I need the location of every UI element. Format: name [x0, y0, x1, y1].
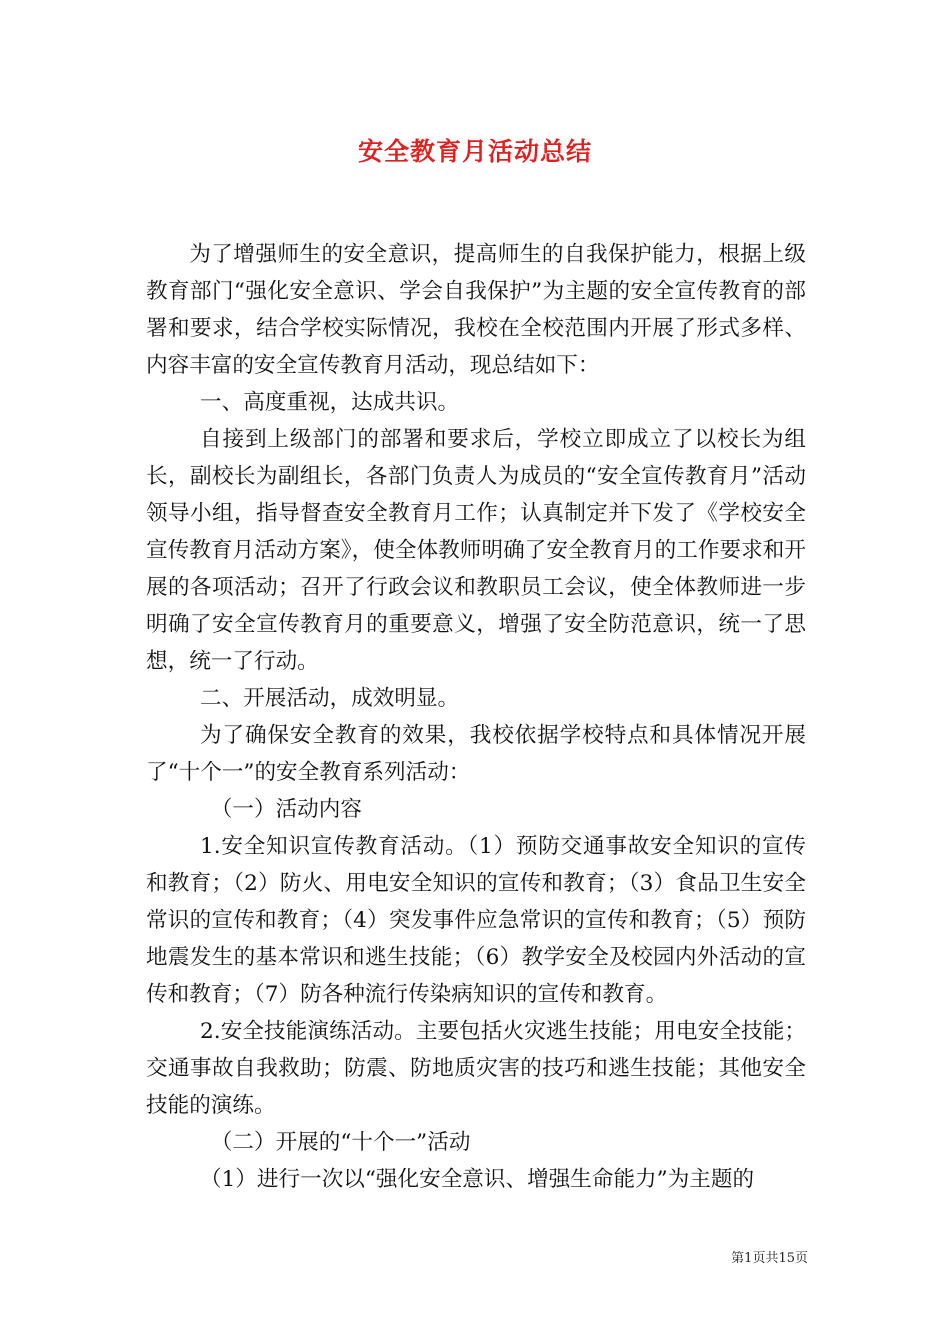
page-number: 第1页共15页: [731, 1251, 808, 1266]
activity-item-1: 1.安全知识宣传教育活动。（1）预防交通事故安全知识的宣传和教育；（2）防火、用电安全知识的宣传和教育；（3）食品卫生安全常识的宣传和教育；（4）突发事件应急常识的宣传和教育；（5）预防地震发生的基本常识和逃生技能；（6）教学安全及校园内外活动的宣传和教育；（7）防各种流行传染病知识的宣传和教育。: [146, 834, 806, 1007]
intro-paragraph: 为了增强师生的安全意识，提高师生的自我保护能力，根据上级教育部门“强化安全意识、学会自我保护”为主题的安全宣传教育的部署和要求，结合学校实际情况，我校在全校范围内开展了形式多样、内容丰富的安全宣传教育月活动，现总结如下：: [146, 242, 806, 378]
document-title: 安全教育月活动总结: [357, 137, 592, 166]
page-footer: [0, 1247, 808, 1266]
section-heading-1: 一、高度重视，达成共识。: [200, 390, 460, 415]
activity-item-2: 2.安全技能演练活动。主要包括火灾逃生技能；用电安全技能；交通事故自我救助；防震、防地质灾害的技巧和逃生技能；其他安全技能的演练。: [146, 1019, 806, 1118]
section-heading-2: 二、开展活动，成效明显。: [200, 686, 460, 711]
subsection-heading-1: （一）活动内容: [210, 797, 362, 822]
activity-ten-item-1: （1）进行一次以“强化安全意识、增强生命能力”为主题的: [200, 1167, 755, 1192]
section-1-paragraph: 自接到上级部门的部署和要求后，学校立即成立了以校长为组长，副校长为副组长，各部门负责人为成员的“安全宣传教育月”活动领导小组，指导督查安全教育月工作；认真制定并下发了《学校安全宣传教育月活动方案》，使全体教师明确了安全教育月的工作要求和开展的各项活动；召开了行政会议和教职员工会议，使全体教师进一步明确了安全宣传教育月的重要意义，增强了安全防范意识，统一了思想，统一了行动。: [146, 427, 806, 674]
document-body: [146, 236, 806, 1198]
section-2-paragraph: 为了确保安全教育的效果，我校依据学校特点和具体情况开展了“十个一”的安全教育系列活动：: [146, 723, 806, 785]
subsection-heading-2: （二）开展的“十个一”活动: [210, 1130, 471, 1155]
